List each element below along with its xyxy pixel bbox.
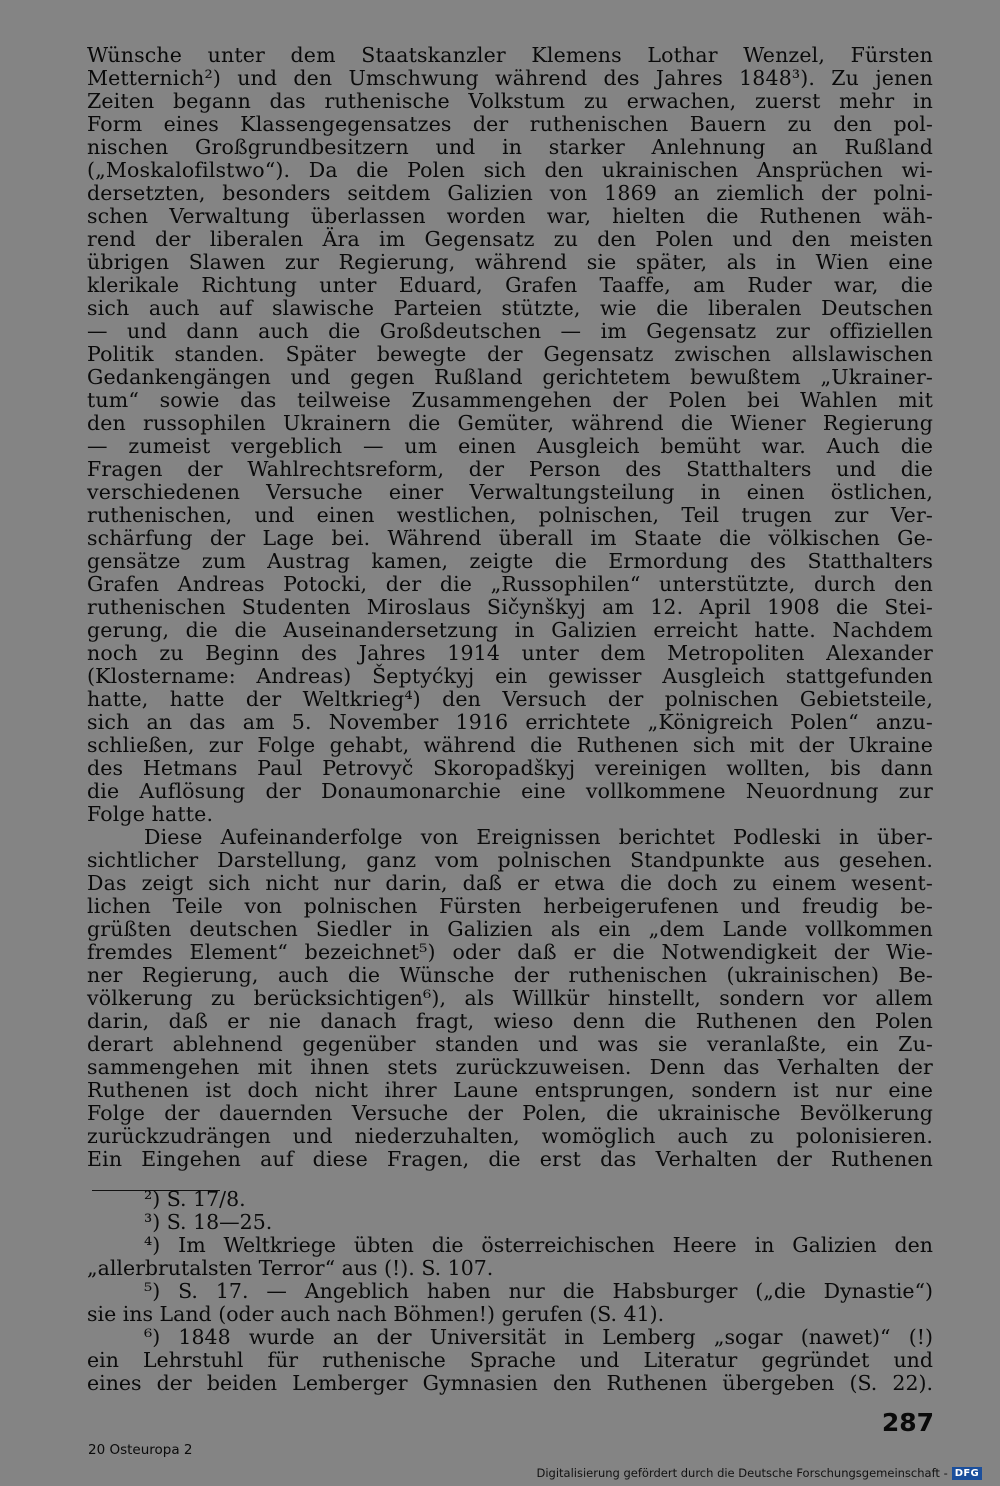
footnote-6-cont: ein Lehrstuhl für ruthenische Sprache und Literatur gegründet und: [87, 1348, 933, 1372]
printer-signature: 20 Osteuropa 2: [88, 1442, 193, 1458]
footnote-2: ²) S. 17/8.: [144, 1187, 246, 1211]
text-line: verschiedenen Versuche einer Verwaltungsteilung in einen östlichen,: [87, 480, 933, 504]
text-line: hatte, hatte der Weltkrieg⁴) den Versuch der polnischen Gebietsteile,: [87, 687, 933, 711]
text-line: Politik standen. Später bewegte der Gegensatz zwischen allslawischen: [87, 342, 933, 366]
text-line: schärfung der Lage bei. Während überall im Staate die völkischen Ge-: [87, 526, 933, 550]
text-line: — und dann auch die Großdeutschen — im Gegensatz zur offiziellen: [87, 319, 933, 343]
text-line: darin, daß er nie danach fragt, wieso denn die Ruthenen den Polen: [87, 1009, 933, 1033]
footnote-5: ⁵) S. 17. — Angeblich haben nur die Habsburger („die Dynastie“): [144, 1279, 933, 1303]
dfg-logo: DFG: [952, 1467, 982, 1480]
text-line: ruthenischen Studenten Miroslaus Sičynškyj am 12. April 1908 die Stei-: [87, 595, 933, 619]
text-line: die Auflösung der Donaumonarchie eine vollkommene Neuordnung zur: [87, 779, 933, 803]
text-line: Ruthenen ist doch nicht ihrer Laune entsprungen, sondern ist nur eine: [87, 1078, 933, 1102]
paragraph-end-line: Folge hatte.: [87, 802, 214, 826]
text-line: fremdes Element“ bezeichnet⁵) oder daß er die Notwendigkeit der Wie-: [87, 940, 933, 964]
text-line: rend der liberalen Ära im Gegensatz zu den Polen und den meisten: [87, 227, 933, 251]
text-line: derart ablehnend gegenüber standen und was sie veranlaßte, ein Zu-: [87, 1032, 933, 1056]
text-line: tum“ sowie das teilweise Zusammengehen der Polen bei Wahlen mit: [87, 388, 933, 412]
text-line: Ein Eingehen auf diese Fragen, die erst das Verhalten der Ruthenen: [87, 1147, 933, 1171]
text-line: Metternich²) und den Umschwung während des Jahres 1848³). Zu jenen: [87, 66, 933, 90]
text-line: grüßten deutschen Siedler in Galizien als ein „dem Lande vollkommen: [87, 917, 933, 941]
text-line: Wünsche unter dem Staatskanzler Klemens Lothar Wenzel, Fürsten: [87, 43, 933, 67]
footnotes: [87, 1188, 933, 1395]
text-line: sammengehen mit ihnen stets zurückzuweisen. Denn das Verhalten der: [87, 1055, 933, 1079]
footnote-6: ⁶) 1848 wurde an der Universität in Lemberg „sogar (nawet)“ (!): [144, 1325, 933, 1349]
credit-text: Digitalisierung gefördert durch die Deutsche Forschungsgemeinschaft -: [536, 1466, 948, 1480]
text-line: sich an das am 5. November 1916 errichtete „Königreich Polen“ anzu-: [87, 710, 933, 734]
text-line: dersetzten, besonders seitdem Galizien von 1869 an ziemlich der polni-: [87, 181, 933, 205]
paragraph-start-line: Diese Aufeinanderfolge von Ereignissen berichtet Podleski in über-: [144, 825, 933, 849]
text-line: klerikale Richtung unter Eduard, Grafen Taaffe, am Ruder war, die: [87, 273, 933, 297]
text-line: übrigen Slawen zur Regierung, während sie später, als in Wien eine: [87, 250, 933, 274]
text-line: Das zeigt sich nicht nur darin, daß er etwa die doch zu einem wesent-: [87, 871, 933, 895]
text-line: Folge der dauernden Versuche der Polen, die ukrainische Bevölkerung: [87, 1101, 933, 1125]
text-line: ner Regierung, auch die Wünsche der ruthenischen (ukrainischen) Be-: [87, 963, 933, 987]
text-line: gerung, die die Auseinandersetzung in Galizien erreicht hatte. Nachdem: [87, 618, 933, 642]
text-line: („Moskalofilstwo“). Da die Polen sich den ukrainischen Ansprüchen wi-: [87, 158, 933, 182]
text-line: Zeiten begann das ruthenische Volkstum zu erwachen, zuerst mehr in: [87, 89, 933, 113]
text-line: nischen Großgrundbesitzern und in starker Anlehnung an Rußland: [87, 135, 933, 159]
footnote-6-end: eines der beiden Lemberger Gymnasien den Ruthenen übergeben (S. 22).: [87, 1371, 933, 1395]
text-line: Fragen der Wahlrechtsreform, der Person des Statthalters und die: [87, 457, 933, 481]
text-line: den russophilen Ukrainern die Gemüter, während die Wiener Regierung: [87, 411, 933, 435]
page-number: 287: [881, 1408, 934, 1437]
main-text: [87, 44, 933, 1171]
text-line: sich auch auf slawische Parteien stützte, wie die liberalen Deutschen: [87, 296, 933, 320]
text-line: — zumeist vergeblich — um einen Ausgleich bemüht war. Auch die: [87, 434, 933, 458]
digitization-credit: [536, 1466, 982, 1480]
text-line: lichen Teile von polnischen Fürsten herbeigerufenen und freudig be-: [87, 894, 933, 918]
text-line: Gedankengängen und gegen Rußland gerichtetem bewußtem „Ukrainer-: [87, 365, 933, 389]
footnote-5-cont: sie ins Land (oder auch nach Böhmen!) gerufen (S. 41).: [87, 1302, 665, 1326]
text-line: zurückzudrängen und niederzuhalten, womöglich auch zu polonisieren.: [87, 1124, 933, 1148]
text-line: Grafen Andreas Potocki, der die „Russophilen“ unterstützte, durch den: [87, 572, 933, 596]
text-line: sichtlicher Darstellung, ganz vom polnischen Standpunkte aus gesehen.: [87, 848, 933, 872]
footnote-4: ⁴) Im Weltkriege übten die österreichischen Heere in Galizien den: [144, 1233, 933, 1257]
text-line: (Klostername: Andreas) Šeptyćkyj ein gewisser Ausgleich stattgefunden: [87, 664, 933, 688]
text-line: des Hetmans Paul Petrovyč Skoropadškyj vereinigen wollten, bis dann: [87, 756, 933, 780]
footnote-4-cont: „allerbrutalsten Terror“ aus (!). S. 107.: [87, 1256, 494, 1280]
text-line: Form eines Klassengegensatzes der ruthenischen Bauern zu den pol-: [87, 112, 933, 136]
text-line: noch zu Beginn des Jahres 1914 unter dem Metropoliten Alexander: [87, 641, 933, 665]
text-line: ruthenischen, und einen westlichen, polnischen, Teil trugen zur Ver-: [87, 503, 933, 527]
text-line: schließen, zur Folge gehabt, während die Ruthenen sich mit der Ukraine: [87, 733, 933, 757]
text-line: gensätze zum Austrag kamen, zeigte die Ermordung des Statthalters: [87, 549, 933, 573]
text-line: völkerung zu berücksichtigen⁶), als Willkür hinstellt, sondern vor allem: [87, 986, 933, 1010]
text-line: schen Verwaltung überlassen worden war, hielten die Ruthenen wäh-: [87, 204, 933, 228]
footnote-3: ³) S. 18—25.: [144, 1210, 273, 1234]
